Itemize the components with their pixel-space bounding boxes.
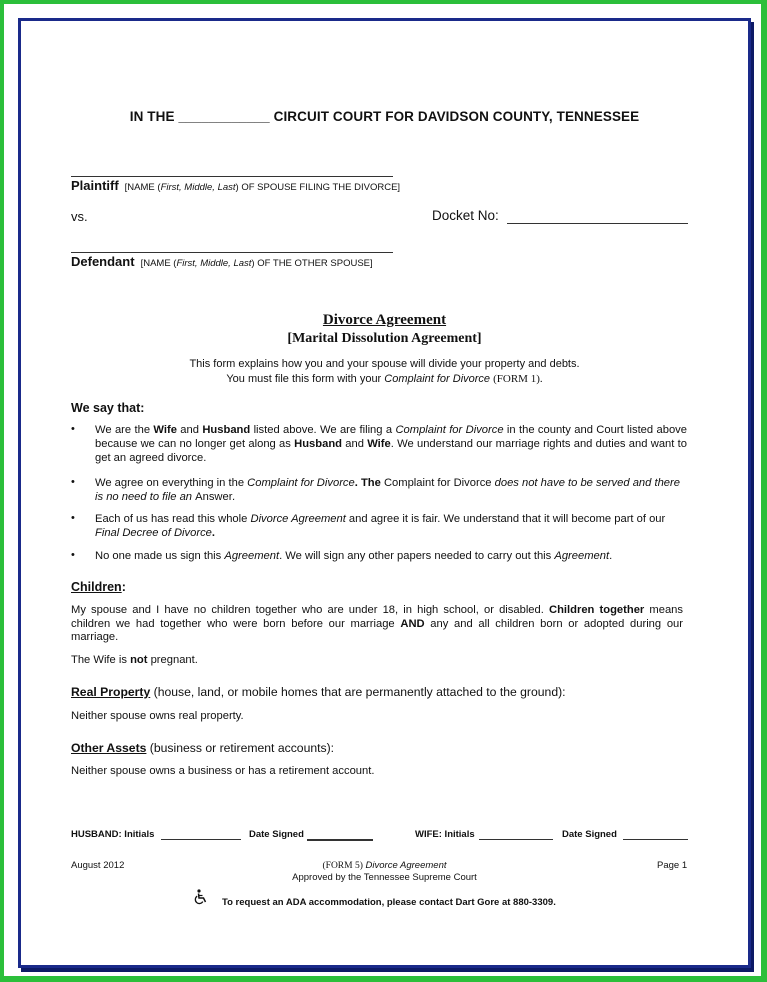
wife-initials-field[interactable] xyxy=(479,839,553,840)
document-title: Divorce Agreement xyxy=(322,312,447,328)
document-page xyxy=(18,18,751,968)
vs-label: vs. xyxy=(71,209,88,224)
children-paragraph: My spouse and I have no children together who are under 18, in high school, or disabled. Children together means children we had together who were born before our marriage AND any and all children born or adopted during our marriage. xyxy=(71,604,684,644)
wheelchair-icon xyxy=(193,889,209,905)
plaintiff-block xyxy=(71,178,400,193)
court-prefix: IN THE xyxy=(129,109,175,124)
outer-frame xyxy=(4,4,761,976)
court-blank: ____________ xyxy=(178,109,270,124)
wife-date-label: Date Signed xyxy=(562,829,617,840)
defendant-block xyxy=(71,254,373,269)
intro-line-2: You must file this form with your Complaint for Divorce (FORM 1). xyxy=(226,373,543,385)
wife-initials-label: WIFE: Initials xyxy=(415,829,475,840)
court-name: CIRCUIT COURT FOR DAVIDSON COUNTY, TENNESSEE xyxy=(273,109,640,124)
other-assets-heading: Other Assets (business or retirement accounts): xyxy=(71,741,335,755)
wife-date-field[interactable] xyxy=(623,839,688,840)
statement-3: Each of us has read this whole Divorce Agreement and agree it is fair. We understand that it will become part of our Final Decree of Divorce. xyxy=(95,513,666,539)
real-property-text: Neither spouse owns real property. xyxy=(71,710,244,722)
real-property-heading: Real Property (house, land, or mobile homes that are permanently attached to the ground): xyxy=(71,685,566,699)
document-subtitle: [Marital Dissolution Agreement] xyxy=(287,331,482,346)
plaintiff-line xyxy=(71,176,393,177)
ada-notice: To request an ADA accommodation, please contact Dart Gore at 880-3309. xyxy=(222,897,556,908)
docket-field[interactable] xyxy=(507,223,688,224)
court-header xyxy=(21,109,748,124)
bullet-2: • xyxy=(71,476,75,488)
footer-form: (FORM 5) Divorce Agreement xyxy=(322,860,447,871)
husband-initials-label: HUSBAND: Initials xyxy=(71,829,155,840)
bullet-4: • xyxy=(71,549,75,561)
defendant-label: Defendant xyxy=(71,254,135,269)
statement-4: No one made us sign this Agreement. We will sign any other papers needed to carry out this Agreement. xyxy=(95,550,613,562)
defendant-note: [NAME (First, Middle, Last) OF THE OTHER SPOUSE] xyxy=(140,258,373,269)
plaintiff-note: [NAME (First, Middle, Last) OF SPOUSE FILING THE DIVORCE] xyxy=(124,182,401,193)
intro-line-1: This form explains how you and your spouse will divide your property and debts. xyxy=(189,358,580,370)
statement-2: We agree on everything in the Complaint for Divorce. The Complaint for Divorce does not have to be served and there is no need to file an Answer. xyxy=(95,477,680,503)
we-say-heading: We say that: xyxy=(71,401,145,415)
footer-approved: Approved by the Tennessee Supreme Court xyxy=(292,872,477,883)
bullet-3: • xyxy=(71,512,75,524)
footer-date: August 2012 xyxy=(71,860,125,871)
docket-block xyxy=(432,208,499,223)
statement-1: We are the Wife and Husband listed above. We are filing a Complaint for Divorce in the county and Court listed above because we can no longer get along as Husband and Wife. We understand our marriage rights and duties and want to get an agreed divorce. xyxy=(95,424,687,464)
bullet-1: • xyxy=(71,423,75,435)
husband-date-label: Date Signed xyxy=(249,829,304,840)
defendant-line xyxy=(71,252,393,253)
docket-label: Docket No: xyxy=(432,208,499,223)
husband-date-field[interactable] xyxy=(307,839,373,841)
footer-page: Page 1 xyxy=(657,860,688,871)
other-assets-text: Neither spouse owns a business or has a retirement account. xyxy=(71,765,375,777)
children-heading: Children: xyxy=(71,580,126,594)
pregnancy-statement: The Wife is not pregnant. xyxy=(71,654,198,666)
husband-initials-field[interactable] xyxy=(161,839,241,840)
plaintiff-label: Plaintiff xyxy=(71,178,119,193)
